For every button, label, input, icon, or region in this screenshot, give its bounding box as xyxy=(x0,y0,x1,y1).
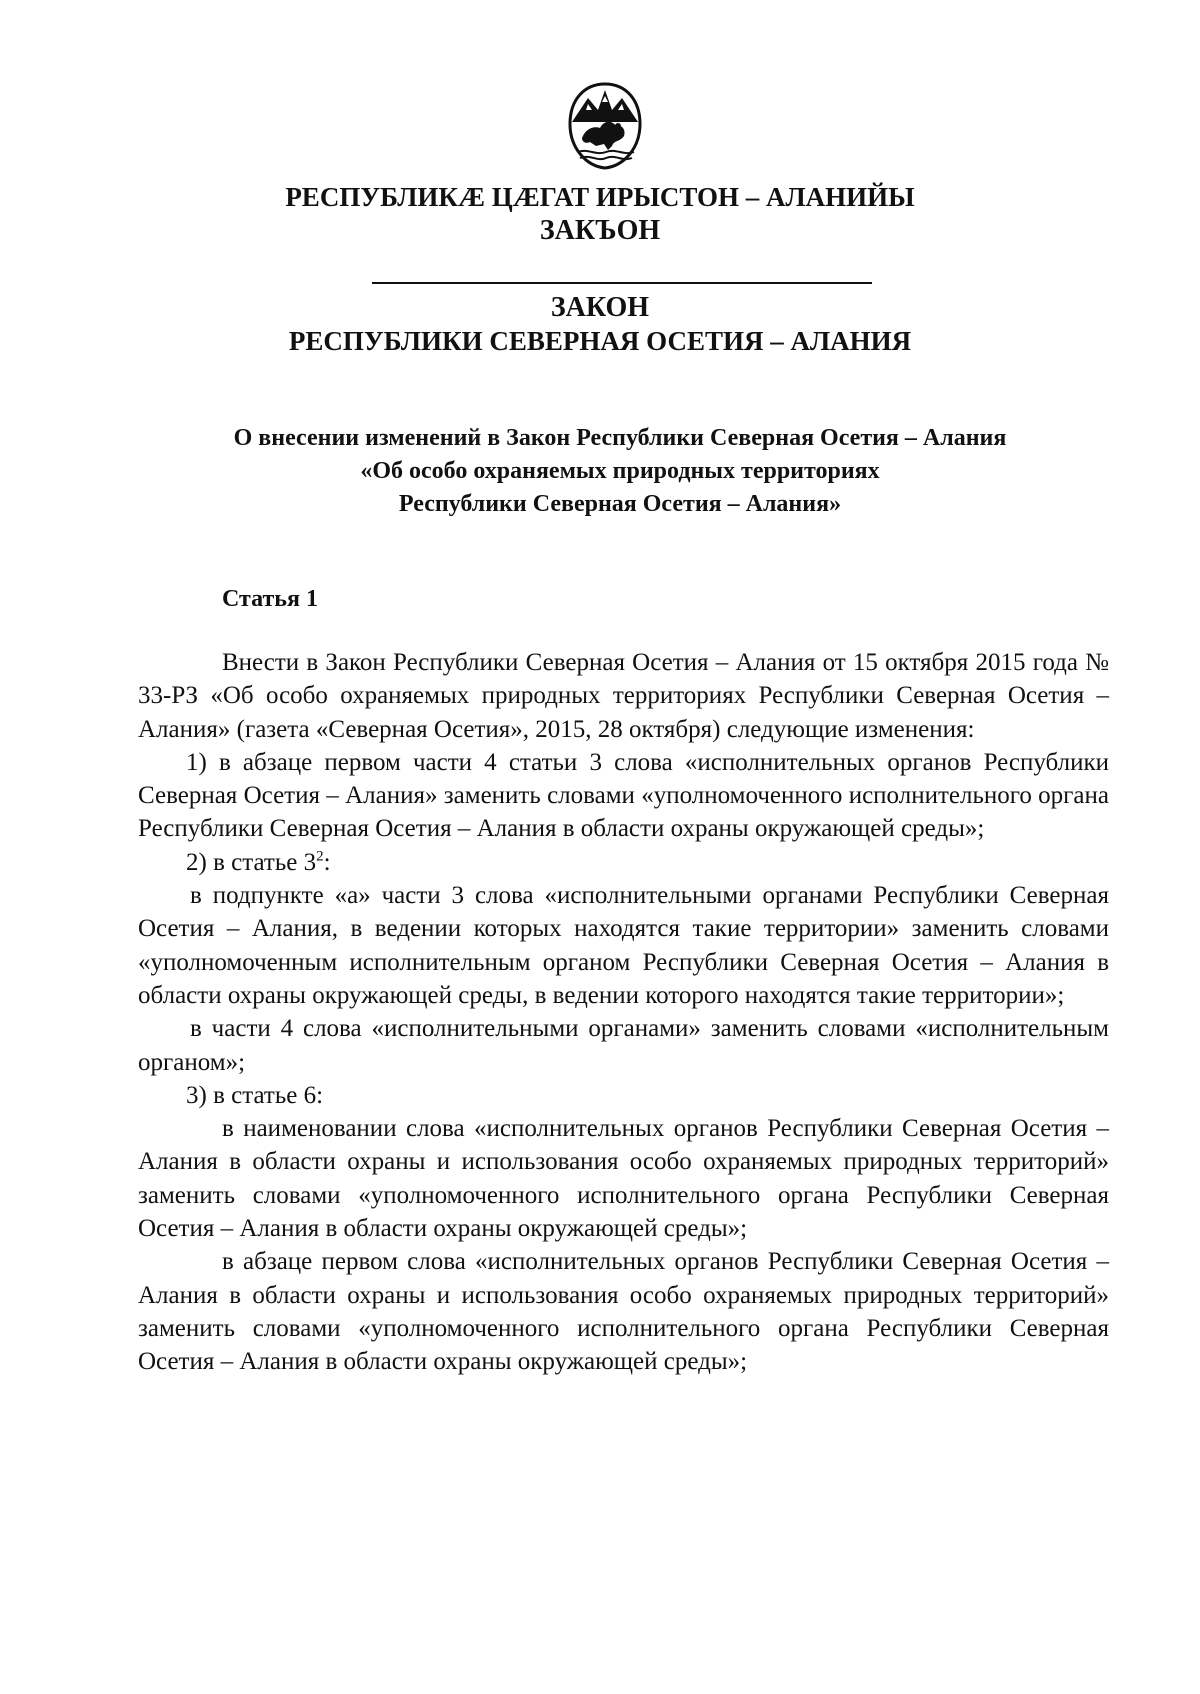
coat-of-arms-icon xyxy=(564,80,646,172)
article-item-3a: в наименовании слова «исполнительных органов Республики Северная Осетия – Алания в области охраны и использования особо охраняемых природных территорий» заменить словами «уполномоченного исполнительного органа Республики Северная Осетия – Алания в области охраны окружающей среды»; xyxy=(138,1115,1109,1243)
article-item-2 xyxy=(138,846,1109,879)
article-item-3b: в абзаце первом слова «исполнительных органов Республики Северная Осетия – Алания в области охраны и использования особо охраняемых природных территорий» заменить словами «уполномоченного исполнительного органа Республики Северная Осетия – Алания в области охраны окружающей среды»; xyxy=(138,1248,1109,1376)
article-item-2-superscript: 2 xyxy=(316,848,324,865)
law-title xyxy=(150,422,1090,521)
article-item-2-prefix: 2) в статье 3 xyxy=(186,848,317,876)
article-item-1: 1) в абзаце первом части 4 статьи 3 слова «исполнительных органов Республики Северная Осетия – Алания» заменить словами «уполномоченного исполнительного органа Республики Северная Осетия – Алания в области охраны окружающей среды»; xyxy=(138,748,1109,843)
divider-line xyxy=(372,282,872,284)
article-item-2-suffix: : xyxy=(323,848,331,876)
article-item-2a: в подпункте «а» части 3 слова «исполнительными органами Республики Северная Осетия – Алания, в ведении которых находятся такие территории» заменить словами «уполномоченным исполнительным органом Республики Северная Осетия – Алания в области охраны окружающей среды, в ведении которого находятся такие территории»; xyxy=(138,882,1109,1009)
law-heading: ЗАКОН xyxy=(550,292,650,323)
article-intro: Внести в Закон Республики Северная Осетия – Алания от 15 октября 2015 года № 33-РЗ «Об особо охраняемых природных территориях Республики Северная Осетия – Алания» (газета «Северная Осетия», 2015, 28 октября) следующие изменения: xyxy=(138,649,1109,743)
law-title-line: Республики Северная Осетия – Алания» xyxy=(398,491,842,517)
russian-republic-heading: РЕСПУБЛИКИ СЕВЕРНАЯ ОСЕТИЯ – АЛАНИЯ xyxy=(288,326,912,356)
article-item-3: 3) в статье 6: xyxy=(186,1081,324,1109)
ossetian-republic-heading: РЕСПУБЛИКÆ ЦÆГАТ ИРЫСТОН – АЛАНИЙЫ xyxy=(285,182,915,212)
article-heading: Статья 1 xyxy=(222,586,318,612)
ossetian-law-heading: ЗАКЪОН xyxy=(539,215,661,246)
article-item-2b: в части 4 слова «исполнительными органами» заменить словами «исполнительным органом»; xyxy=(138,1015,1109,1076)
law-title-line: О внесении изменений в Закон Республики Северная Осетия – Алания xyxy=(233,425,1007,451)
article-body xyxy=(138,646,1109,1379)
law-title-line: «Об особо охраняемых природных территориях xyxy=(360,458,880,484)
